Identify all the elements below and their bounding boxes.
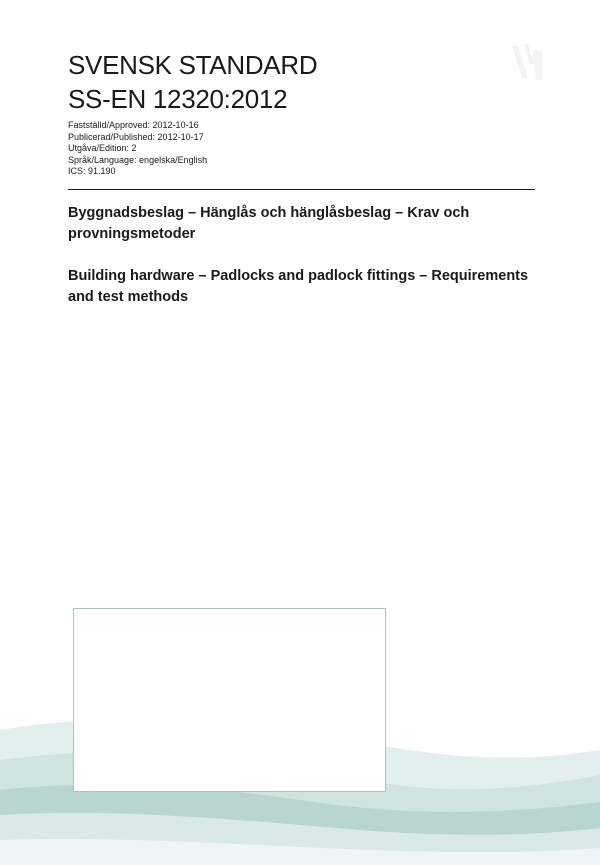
ics-code: ICS: 91.190 [68, 166, 116, 176]
sis-logo-icon [508, 40, 546, 84]
edition: Utgåva/Edition: 2 [68, 143, 137, 153]
divider [68, 189, 535, 190]
language: Språk/Language: engelska/English [68, 154, 208, 165]
metadata-block [68, 120, 207, 178]
cover-image-box [73, 608, 386, 792]
approved-date: Fastställd/Approved: 2012-10-16 [68, 120, 199, 130]
swedish-title: Byggnadsbeslag – Hänglås och hänglåsbeslag – Krav och provningsmetoder [68, 205, 470, 242]
published-date: Publicerad/Published: 2012-10-17 [68, 131, 204, 142]
standard-title: SVENSK STANDARD [68, 50, 318, 80]
standard-number: SS-EN 12320:2012 [68, 84, 288, 114]
english-title: Building hardware – Padlocks and padlock fittings – Requirements and test methods [68, 268, 529, 305]
